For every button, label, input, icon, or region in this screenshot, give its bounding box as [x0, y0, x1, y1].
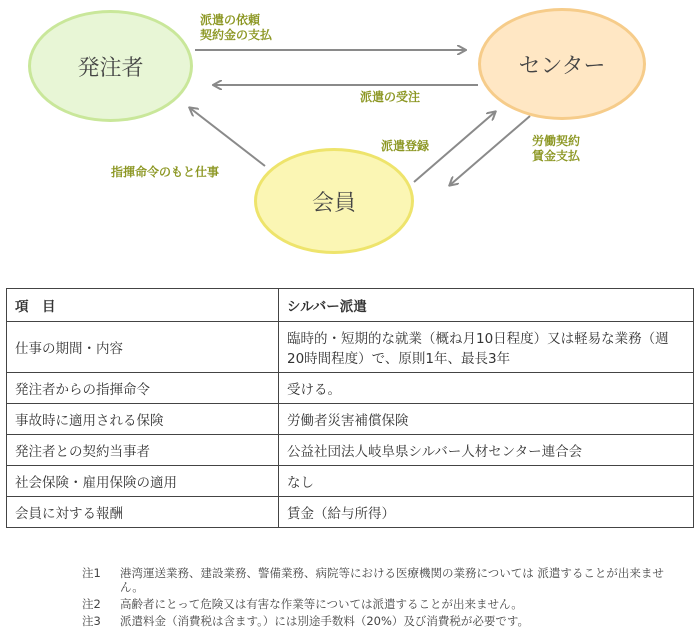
arrow-center-to-member [450, 116, 530, 185]
node-orderer [28, 10, 193, 122]
footnotes [82, 566, 682, 631]
table-row [7, 373, 694, 404]
table-row [7, 404, 694, 435]
label-labor-line1: 労働契約 [532, 134, 581, 148]
footnote-text: 派遣料金（消費税は含ます。）には別途手数料（20%）及び消費税が必要です。 [120, 614, 529, 628]
flow-diagram [0, 0, 700, 258]
table-cell-value: 賃金（給与所得） [279, 497, 694, 528]
label-request [200, 13, 272, 43]
node-center-label: センター [518, 53, 606, 79]
label-accept: 派遣の受注 [360, 90, 421, 104]
label-register: 派遣登録 [381, 139, 430, 153]
table-cell-label: 発注者との契約当事者 [7, 435, 279, 466]
table-row [7, 466, 694, 497]
label-labor [532, 134, 580, 164]
table-row [7, 322, 694, 373]
node-member [254, 148, 414, 254]
table-cell-label: 事故時に適用される保険 [7, 404, 279, 435]
node-center [478, 8, 646, 120]
table-cell-label: 社会保険・雇用保険の適用 [7, 466, 279, 497]
footnote [82, 566, 682, 594]
table-cell-value: 労働者災害補償保険 [279, 404, 694, 435]
table-row [7, 497, 694, 528]
label-request-line1: 派遣の依頼 [200, 13, 261, 27]
footnote-text: 港湾運送業務、建設業務、警備業務、病院等における医療機関の業務については 派遣することが出来ません。 [120, 566, 664, 594]
table-cell-value: 公益社団法人岐阜県シルバー人材センター連合会 [279, 435, 694, 466]
table-cell-value: なし [279, 466, 694, 497]
footnote [82, 614, 682, 628]
arrow-member-to-orderer [190, 108, 265, 166]
footnote-number: 注2 [82, 597, 101, 611]
table-cell-label: 仕事の期間・内容 [7, 322, 279, 373]
table-header-row [7, 289, 694, 322]
label-request-line2: 契約金の支払 [200, 28, 273, 42]
footnote [82, 597, 682, 611]
node-member-label: 会員 [311, 190, 356, 216]
table-row [7, 435, 694, 466]
node-orderer-label: 発注者 [77, 55, 144, 81]
label-command: 指揮命令のもと仕事 [111, 165, 220, 179]
table-header-item: 項 目 [7, 289, 279, 322]
footnote-number: 注1 [82, 566, 101, 580]
table-cell-label: 会員に対する報酬 [7, 497, 279, 528]
footnote-number: 注3 [82, 614, 101, 628]
comparison-table [6, 288, 694, 528]
footnote-text: 高齢者にとって危険又は有害な作業等については派遣することが出来ません。 [120, 597, 523, 611]
label-labor-line2: 賃金支払 [532, 149, 581, 163]
table-cell-value: 受ける。 [279, 373, 694, 404]
table-header-silver: シルバー派遣 [279, 289, 694, 322]
table-cell-value: 臨時的・短期的な就業（概ね月10日程度）又は軽易な業務（週20時間程度）で、原則1年、最長3年 [279, 322, 694, 373]
table-cell-label: 発注者からの指揮命令 [7, 373, 279, 404]
